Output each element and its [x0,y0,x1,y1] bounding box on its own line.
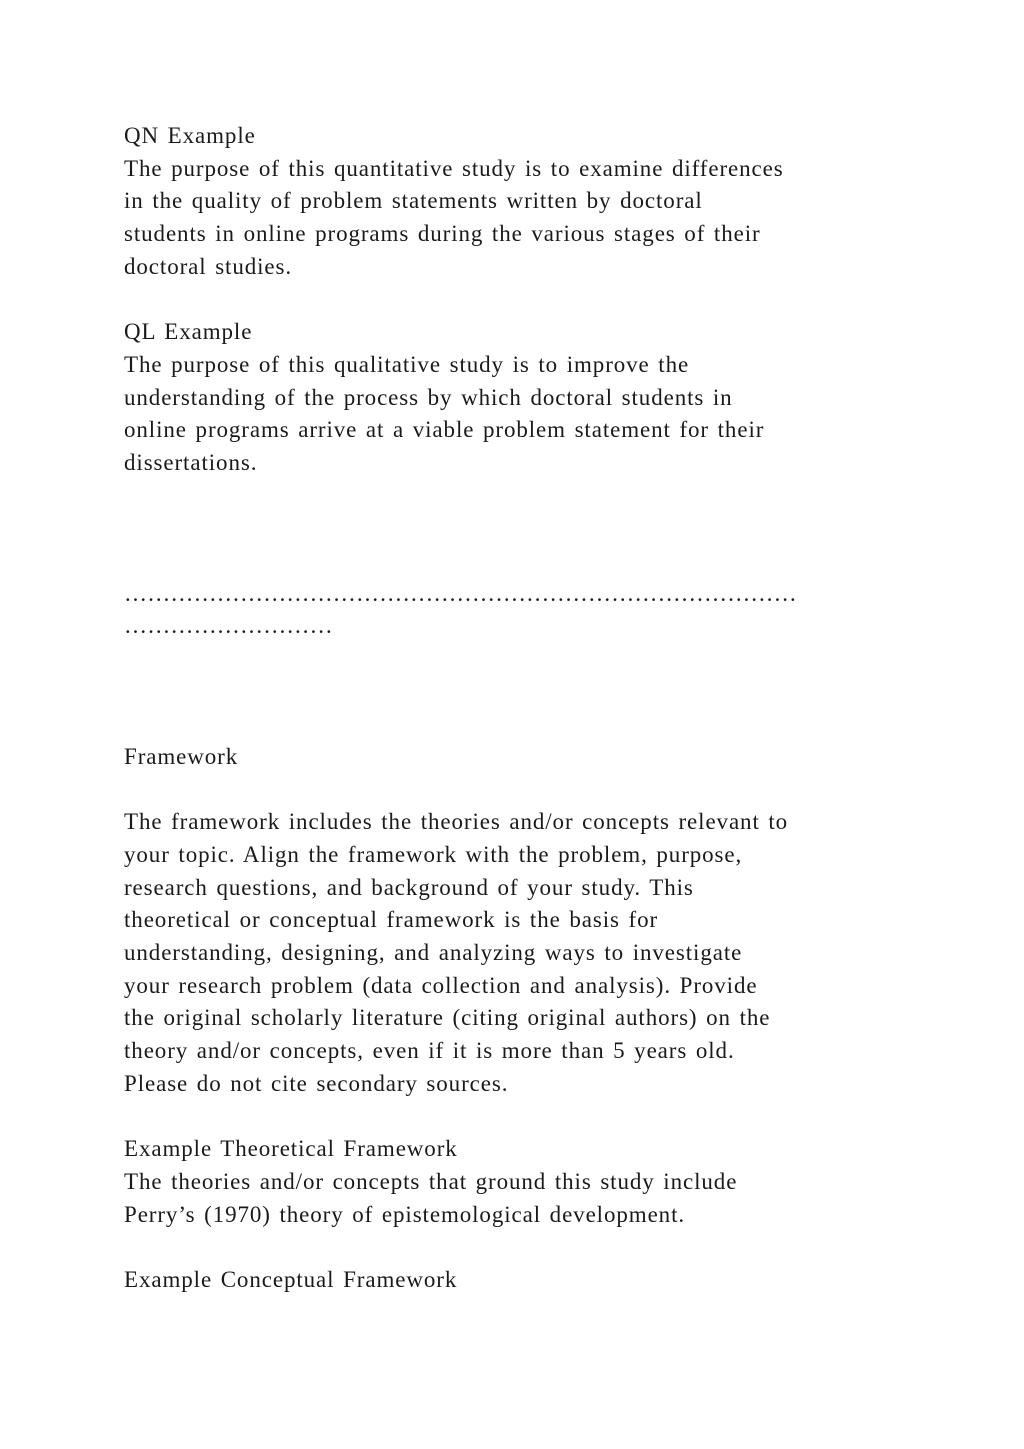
qn-example-line: The purpose of this quantitative study is to examine differences [124,155,784,181]
framework-line: your research problem (data collection and analysis). Provide [124,972,758,998]
spacer [124,283,914,316]
separator-line: ……………………… [124,613,333,639]
qn-example-line: doctoral studies. [124,253,293,279]
framework-section [124,741,914,1101]
theoretical-example-section [124,1133,914,1231]
framework-line: Please do not cite secondary sources. [124,1070,509,1096]
conceptual-example-section [124,1264,914,1297]
qn-example-line: in the quality of problem statements written by doctoral [124,188,703,214]
qn-example-section [124,120,914,283]
spacer [124,1231,914,1264]
framework-line: your topic. Align the framework with the problem, purpose, [124,842,743,867]
framework-line: the original scholarly literature (citing original authors) on the [124,1005,771,1031]
spacer [124,774,914,807]
ql-example-line: dissertations. [124,449,258,475]
framework-line: The framework includes the theories and/or concepts relevant to [124,809,789,835]
spacer [124,643,914,741]
ql-example-line: online programs arrive at a viable problem statement for their [124,417,765,443]
spacer [124,1101,914,1134]
ql-example-section [124,316,914,479]
separator-line: …………………………………………………………………………… [124,580,797,606]
qn-example-heading: QN Example [124,123,256,148]
qn-example-line: students in online programs during the various stages of their [124,221,761,247]
ql-example-line: understanding of the process by which doctoral students in [124,384,733,410]
framework-line: research questions, and background of your study. This [124,874,694,900]
framework-line: theory and/or concepts, even if it is more than 5 years old. [124,1038,735,1064]
ql-example-heading: QL Example [124,319,253,345]
theoretical-example-line: Perry’s (1970) theory of epistemological development. [124,1201,686,1227]
framework-line: understanding, designing, and analyzing ways to investigate [124,940,743,966]
ql-example-line: The purpose of this qualitative study is to improve the [124,351,690,377]
framework-line: theoretical or conceptual framework is the basis for [124,907,659,933]
framework-heading: Framework [124,743,239,769]
spacer [124,480,914,578]
theoretical-example-line: The theories and/or concepts that ground this study include [124,1168,738,1194]
dotted-separator [124,578,914,643]
conceptual-example-heading: Example Conceptual Framework [124,1266,458,1292]
theoretical-example-heading: Example Theoretical Framework [124,1136,458,1162]
document-page [124,120,914,1297]
